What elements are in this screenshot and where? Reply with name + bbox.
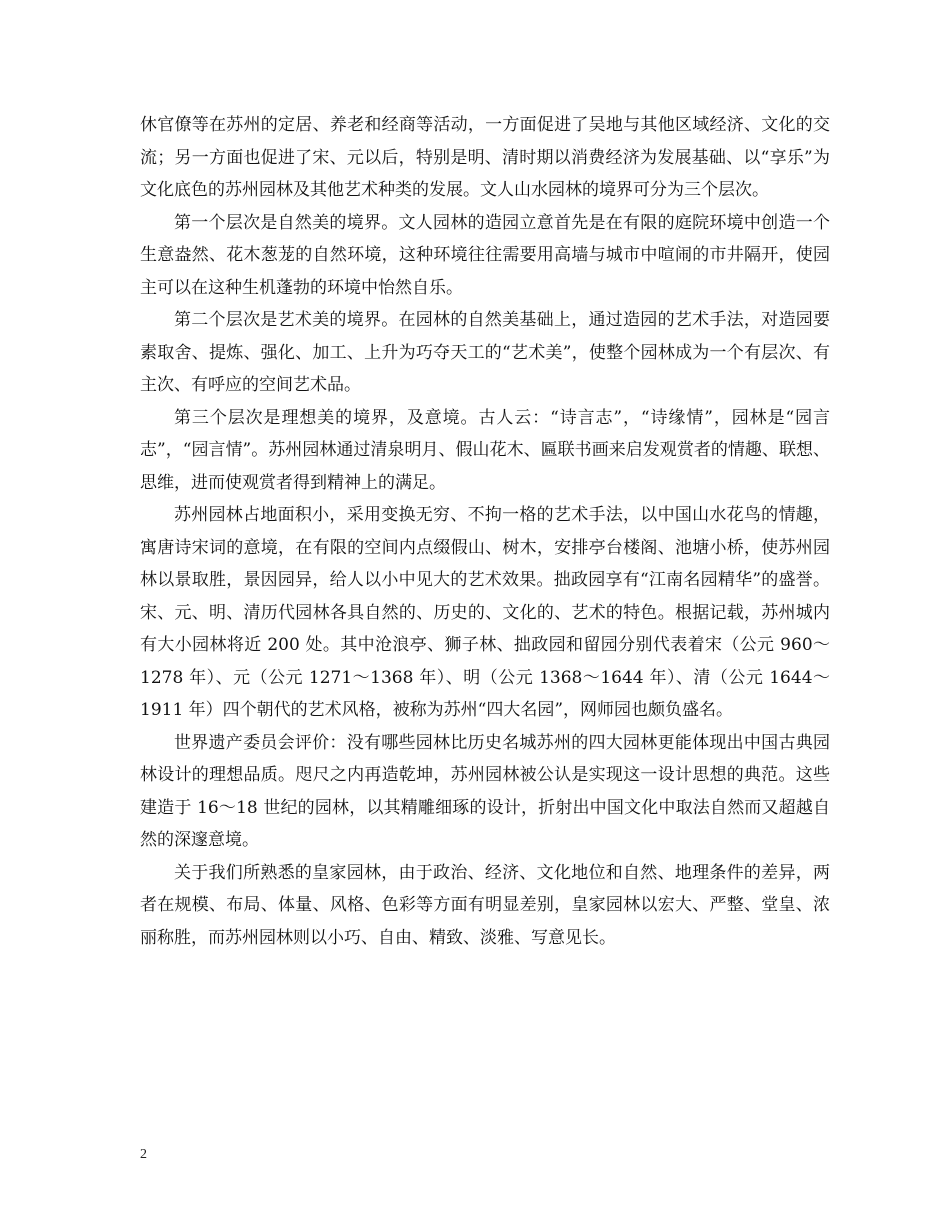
document-body (140, 109, 830, 954)
paragraph-artistic-beauty: 第二个层次是艺术美的境界。在园林的自然美基础上，通过造园的艺术手法，对造园要素取舍、提炼、强化、加工、上升为巧夺天工的“艺术美”，使整个园林成为一个有层次、有主次、有呼应的空间艺术品。 (140, 310, 830, 395)
paragraph-royal-gardens: 关于我们所熟悉的皇家园林，由于政治、经济、文化地位和自然、地理条件的差异，两者在规模、布局、体量、风格、色彩等方面有明显差别，皇家园林以宏大、严整、堂皇、浓丽称胜，而苏州园林则以小巧、自由、精致、淡雅、写意见长。 (140, 862, 830, 948)
paragraph-natural-beauty: 第一个层次是自然美的境界。文人园林的造园立意首先是在有限的庭院环境中创造一个生意盎然、花木葱茏的自然环境，这种环境往往需要用高墙与城市中喧闹的市井隔开，使园主可以在这种生机蓬勃的环境中怡然自乐。 (140, 212, 830, 298)
paragraph-ideal-beauty: 第三个层次是理想美的境界，及意境。古人云：“诗言志”，“诗缘情”，园林是“园言志”，“园言情”。苏州园林通过清泉明月、假山花木、匾联书画来启发观赏者的情趣、联想、思维，进而使观赏者得到精神上的满足。 (140, 407, 830, 493)
paragraph-continuation: 休官僚等在苏州的定居、养老和经商等活动，一方面促进了吴地与其他区域经济、文化的交流；另一方面也促进了宋、元以后，特别是明、清时期以消费经济为发展基础、以“享乐”为文化底色的苏州园林及其他艺术种类的发展。文人山水园林的境界可分为三个层次。 (140, 115, 830, 200)
paragraph-world-heritage: 世界遗产委员会评价：没有哪些园林比历史名城苏州的四大园林更能体现出中国古典园林设计的理想品质。咫尺之内再造乾坤，苏州园林被公认是实现这一设计思想的典范。这些建造于 16～18 世纪的园林，以其精雕细琢的设计，折射出中国文化中取法自然而又超越自然的深邃意境。 (140, 732, 830, 850)
page-number: 2 (140, 1147, 147, 1162)
paragraph-suzhou-gardens: 苏州园林占地面积小，采用变换无穷、不拘一格的艺术手法，以中国山水花鸟的情趣，寓唐诗宋词的意境，在有限的空间内点缀假山、树木，安排亭台楼阁、池塘小桥，使苏州园林以景取胜，景因园异，给人以小中见大的艺术效果。拙政园享有“江南名园精华”的盛誉。宋、元、明、清历代园林各具自然的、历史的、文化的、艺术的特色。根据记载，苏州城内有大小园林将近 200 处。其中沧浪亭、狮子林、拙政园和留园分别代表着宋（公元 960～1278 年）、元（公元 1271～1368 年）、明（公元 1368～1644 年）、清（公元 1644～1911 年）四个朝代的艺术风格，被称为苏州“四大名园”，网师园也颇负盛名。 (140, 505, 830, 720)
